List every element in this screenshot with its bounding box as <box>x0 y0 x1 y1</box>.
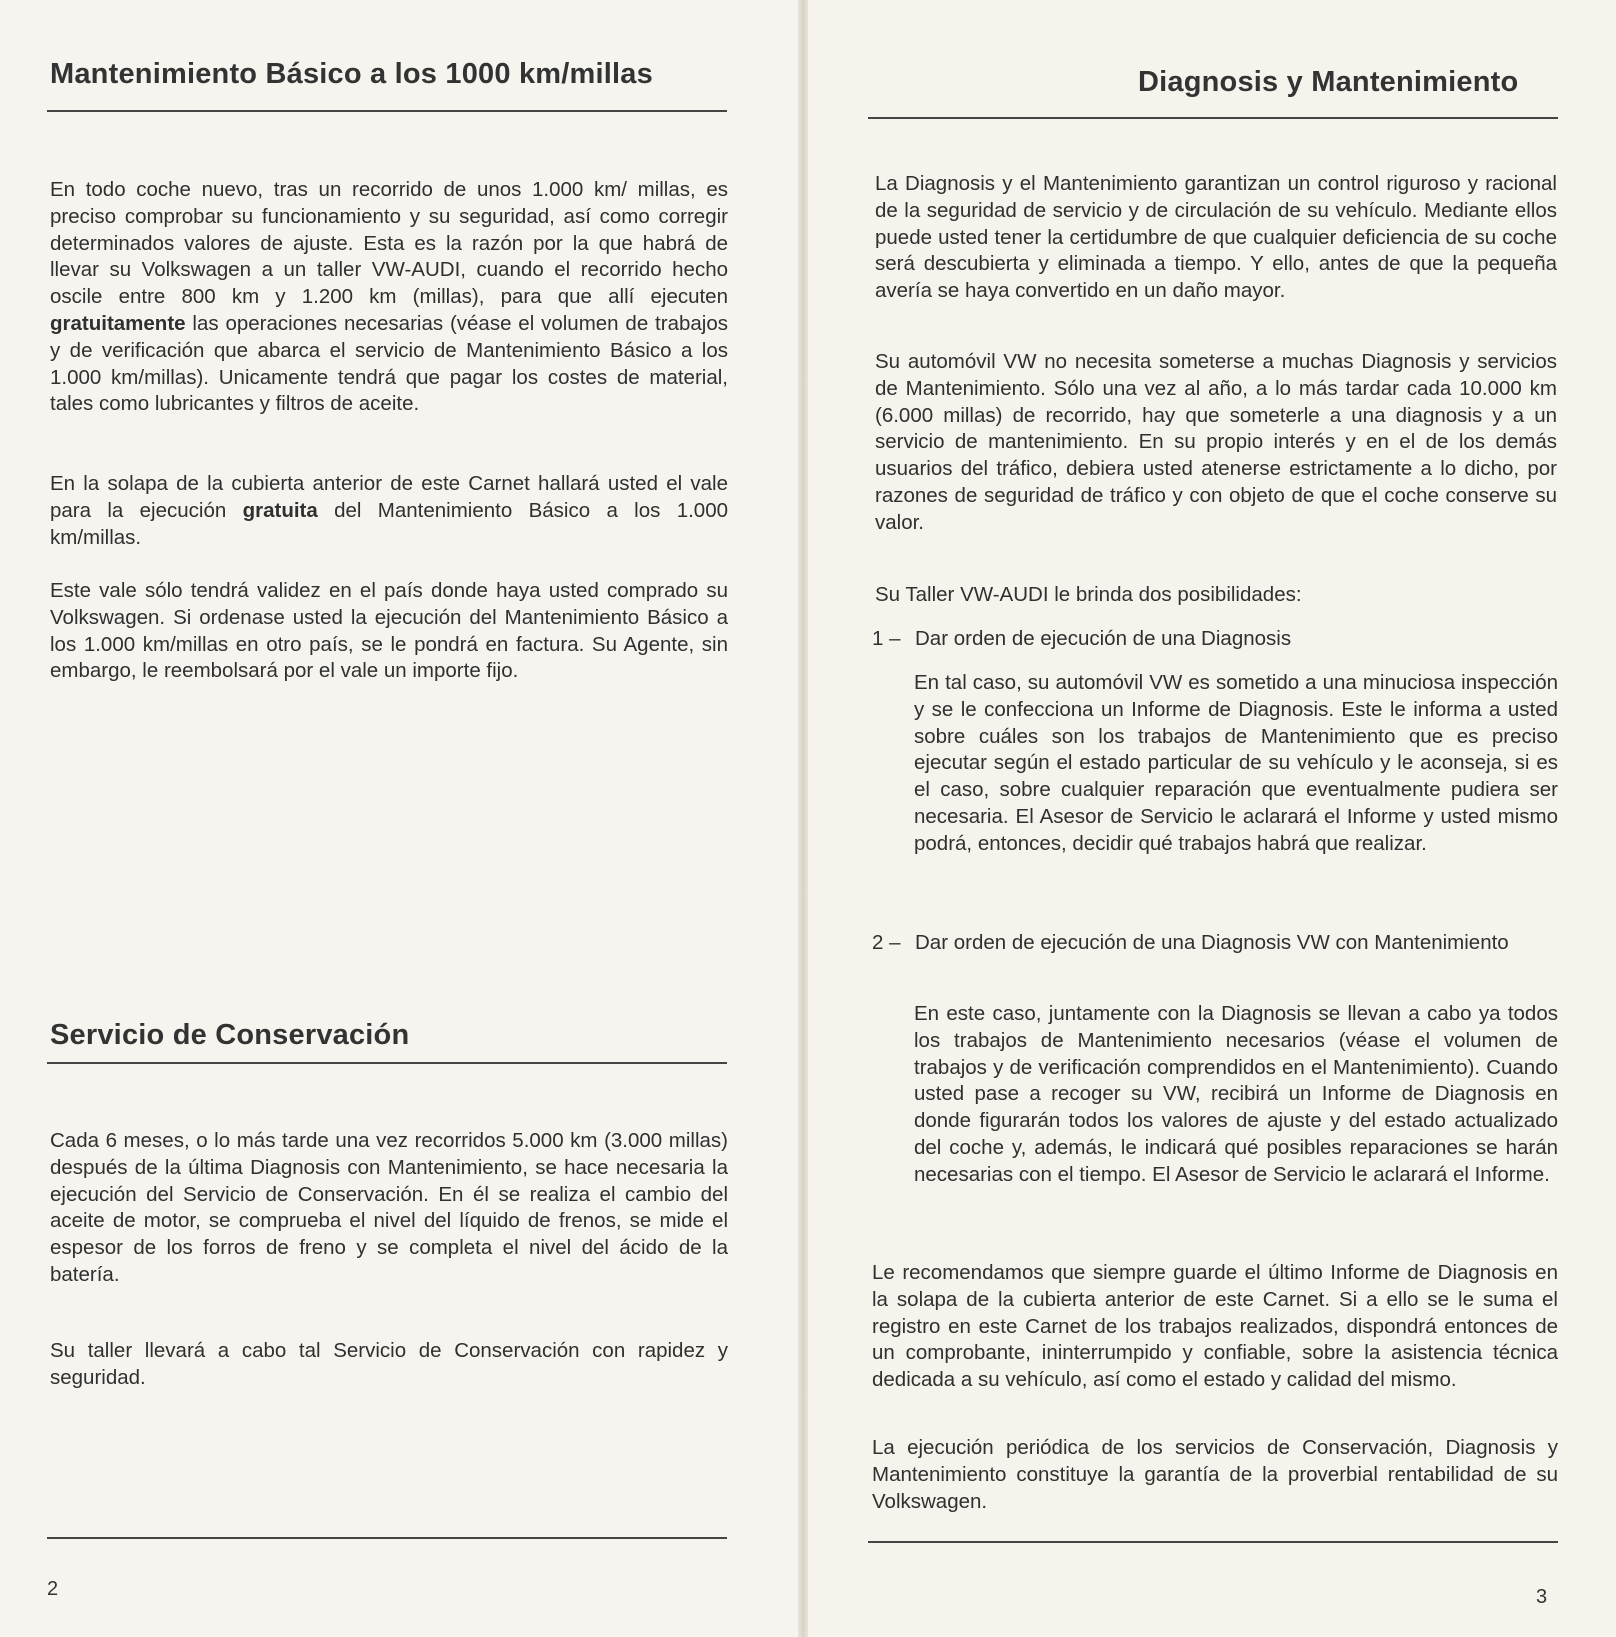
paragraph-text: las operaciones necesarias (véase el volumen de trabajos y de verificación que abarca el servicio de Mantenimiento Básico a los 1.000 km/millas). Unicamente tendrá que pagar los costes de material, tales como lubricantes y filtros de aceite. <box>50 311 728 416</box>
option-number: 1 – <box>872 627 901 650</box>
right-page <box>808 0 1616 1637</box>
left-page <box>0 0 800 1637</box>
page-title: Mantenimiento Básico a los 1000 km/millas <box>50 58 653 90</box>
paragraph-intro: La Diagnosis y el Mantenimiento garantizan un control riguroso y racional de la seguridad de servicio y de circulación de su vehículo. Mediante ellos puede usted tener la certidumbre de que cualquier deficiencia de su coche será descubierta y eliminada a tiempo. Y ello, antes de que la pequeña avería se haya convertido en un daño mayor. <box>875 172 1557 303</box>
footer-rule <box>47 1537 727 1539</box>
bold-text: gratuitamente <box>50 311 186 335</box>
footer-rule <box>868 1541 1558 1543</box>
paragraph-validity: Este vale sólo tendrá validez en el país donde haya usted comprado su Volkswagen. Si ordenase usted la ejecución del Mantenimiento Básico a los 1.000 km/millas en otro país, se le pondrá en factura. Su Agente, sin embargo, le reembolsará por el vale un importe fijo. <box>50 579 728 683</box>
paragraph-text: del Mantenimiento Básico a los 1.000 km/millas. <box>50 498 729 549</box>
section-title: Servicio de Conservación <box>50 1019 410 1051</box>
option-2-label <box>872 930 1556 957</box>
paragraph-voucher <box>50 471 728 551</box>
option-2-description: En este caso, juntamente con la Diagnosis se llevan a cabo ya todos los trabajos de Mantenimiento necesarios (véase el volumen de trabajos y de verificación comprendidos en el Mantenimiento). Cuando usted pase a recoger su VW, recibirá un Informe de Diagnosis en donde figurarán todos los valores de ajuste y del estado actualizado del coche y, además, le indicará qué posibles reparaciones se harán necesarias con el tiempo. El Asesor de Servicio le aclarará el Informe. <box>914 1002 1558 1186</box>
paragraph-text: En la solapa de la cubierta anterior de este Carnet hallará usted el vale para la ejecución <box>50 472 728 522</box>
option-1-label <box>872 626 1554 653</box>
option-1-description: En tal caso, su automóvil VW es sometido a una minuciosa inspección y se le confecciona un Informe de Diagnosis. Este le informa a usted sobre cuáles son los trabajos de Mantenimiento que es preciso ejecutar según el estado particular de su vehículo y le aconseja, si es el caso, sobre cualquier reparación que eventualmente pudiera ser necesaria. El Asesor de Servicio le aclarará el Informe y usted mismo podrá, entonces, decidir qué trabajos habrá que realizar. <box>914 671 1558 855</box>
option-number: 2 – <box>872 931 901 954</box>
paragraph-frequency: Su automóvil VW no necesita someterse a muchas Diagnosis y servicios de Mantenimiento. Sólo una vez al año, a lo más tardar cada 10.000 km (6.000 millas) de recorrido, hay que someterle a una diagnosis y a un servicio de mantenimiento. En su propio interés y en el de los demás usuarios del tráfico, debiera usted atenerse estrictamente a lo dicho, por razones de seguridad de tráfico y con objeto de que el coche conserve su valor. <box>875 350 1557 534</box>
section-rule <box>47 1062 727 1064</box>
page-number: 3 <box>1536 1586 1548 1608</box>
paragraph-intro <box>50 177 728 418</box>
paragraph-conclusion: La ejecución periódica de los servicios de Conservación, Diagnosis y Mantenimiento constituye la garantía de la proverbial rentabilidad de su Volkswagen. <box>872 1436 1558 1513</box>
option-text: Dar orden de ejecución de una Diagnosis <box>915 627 1292 650</box>
title-rule <box>868 117 1558 119</box>
paragraph-workshop: Su taller llevará a cabo tal Servicio de Conservación con rapidez y seguridad. <box>50 1339 728 1389</box>
page-number: 2 <box>47 1578 59 1600</box>
bold-text: gratuita <box>242 498 318 522</box>
paragraph-conservation: Cada 6 meses, o lo más tarde una vez recorridos 5.000 km (3.000 millas) después de la última Diagnosis con Mantenimiento, se hace necesaria la ejecución del Servicio de Conservación. En él se realiza el cambio del aceite de motor, se comprueba el nivel del líquido de frenos, se mide el espesor de los forros de freno y se completa el nivel del ácido de la batería. <box>50 1129 728 1286</box>
page-title: Diagnosis y Mantenimiento <box>1138 66 1519 98</box>
title-rule <box>47 110 727 112</box>
option-text: Dar orden de ejecución de una Diagnosis VW con Mantenimiento <box>915 931 1509 954</box>
paragraph-options: Su Taller VW-AUDI le brinda dos posibilidades: <box>875 583 1302 606</box>
paragraph-text: En todo coche nuevo, tras un recorrido de unos 1.000 km/ millas, es preciso comprobar su funcionamiento y su seguridad, así como corregir determinados valores de ajuste. Esta es la razón por la que habrá de llevar su Volkswagen a un taller VW-AUDI, cuando el recorrido hecho oscile entre 800 km y 1.200 km (millas), para que allí ejecuten <box>50 178 728 309</box>
paragraph-recommendation: Le recomendamos que siempre guarde el último Informe de Diagnosis en la solapa de la cubierta anterior de este Carnet. Si a ello se le suma el registro en este Carnet de los trabajos realizados, dispondrá entonces de un comprobante, ininterrumpido y confiable, sobre la asistencia técnica dedicada a su vehículo, así como el estado y calidad del mismo. <box>872 1261 1558 1392</box>
